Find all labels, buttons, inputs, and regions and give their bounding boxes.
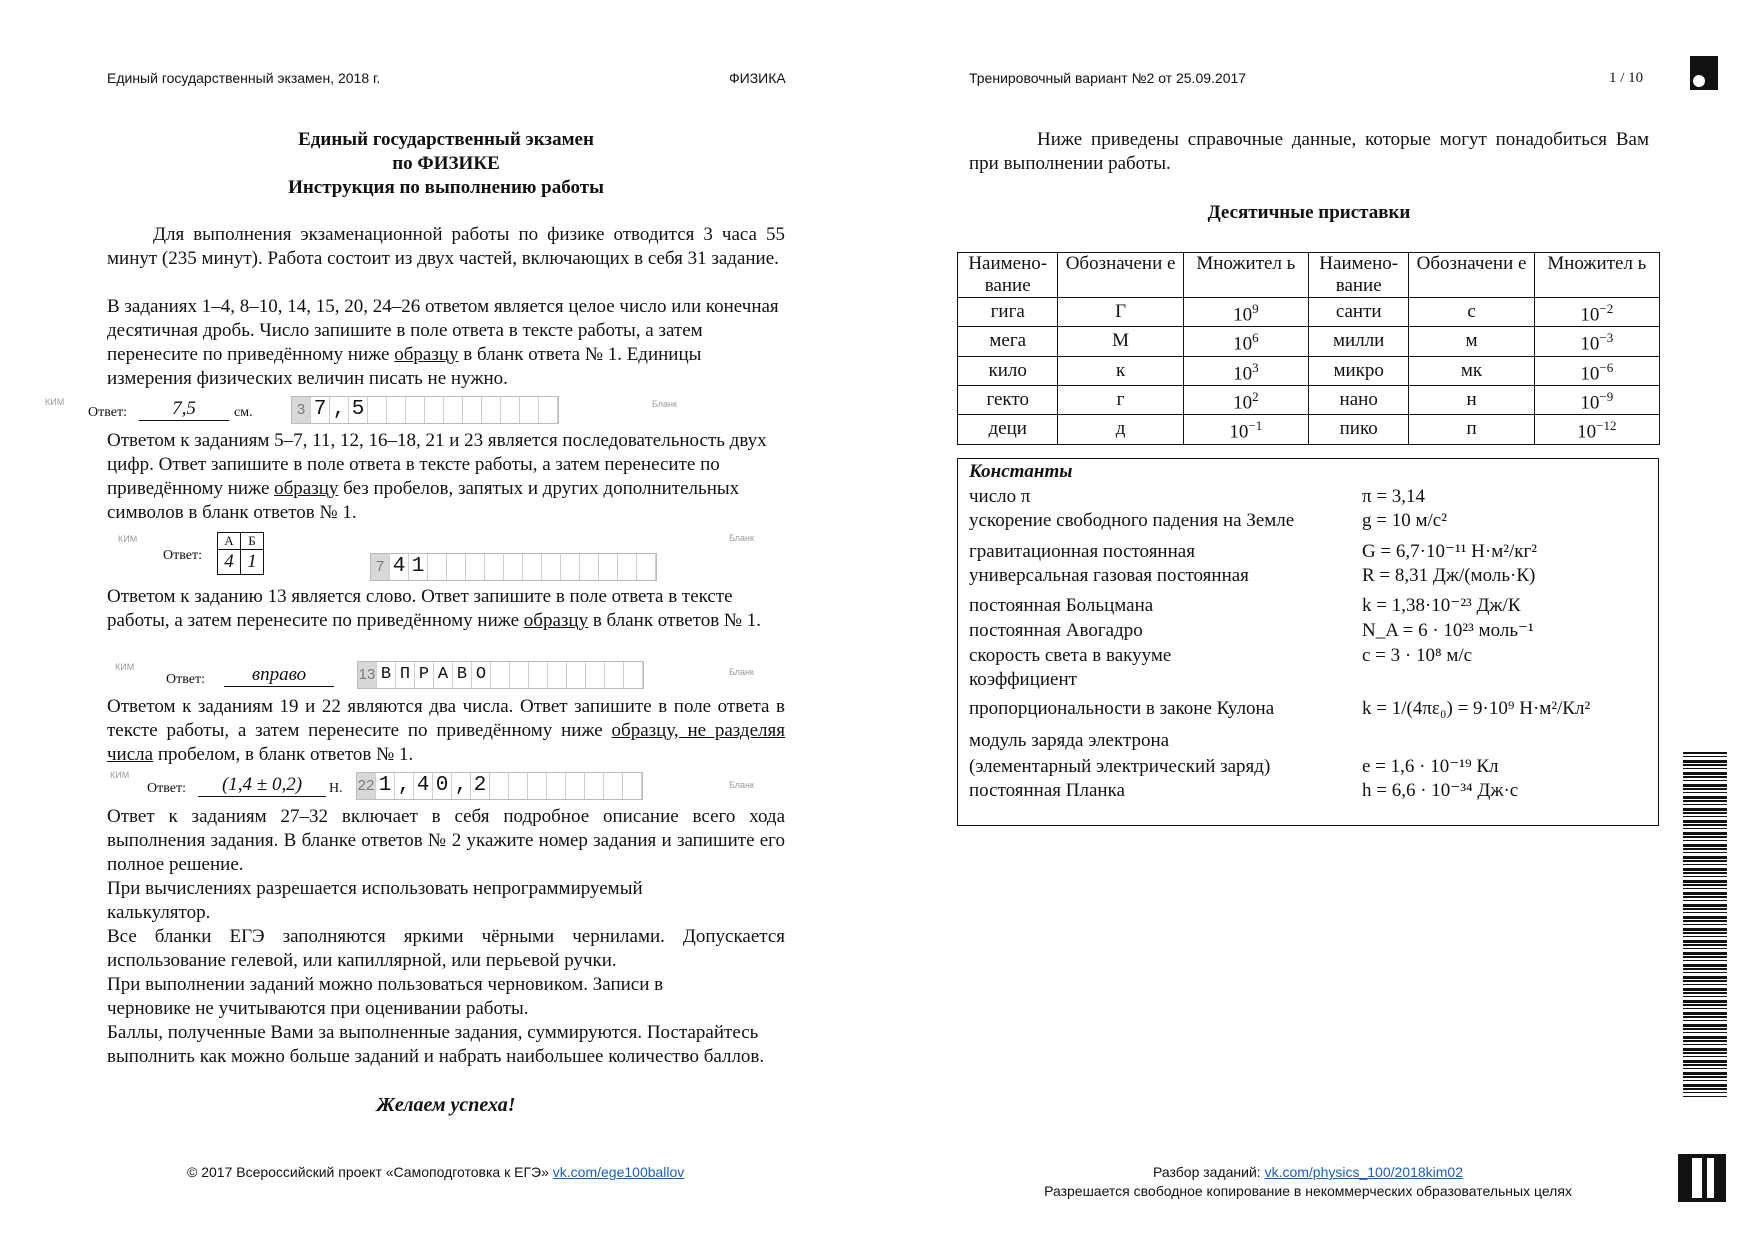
sample-answer-unit: см. <box>234 405 253 420</box>
qr-code-icon <box>1678 1154 1726 1202</box>
prefix-row: кило к $10^3$ микро мк $10^{-6}$ <box>958 356 1660 385</box>
answer-cells-sample-4: 22 1 , 4 0 , 2 <box>356 772 643 800</box>
sample-answer-value: 7,5 <box>139 398 229 421</box>
constant-name: универсальная газовая постоянная <box>969 565 1249 586</box>
blank-label: Бланк <box>729 667 754 677</box>
blank-label: Бланк <box>729 780 754 790</box>
footer-link-project[interactable]: vk.com/ege100ballov <box>552 1164 685 1180</box>
paragraph-digit-sequence: Ответом к заданиям 5–7, 11, 12, 16–18, 21 и 23 является последовательность двух цифр. Ответ запишите в поле ответа в тексте работы, а затем перенесите по приведённому ниже образцу без пробелов, запятых и других дополнительных символов в бланк ответов № 1. <box>107 430 767 523</box>
prefixes-title: Десятичные приставки <box>1207 202 1411 223</box>
footer-license: Разрешается свободное копирование в некоммерческих образовательных целях <box>1044 1183 1572 1199</box>
reference-intro: Ниже приведены справочные данные, которые могут понадобиться Вам при выполнении работы. <box>969 129 1649 174</box>
sample-answer-value: (1,4 ± 0,2) <box>198 774 326 797</box>
constant-value: k = 1,38·10⁻²³ Дж/К <box>1362 595 1521 616</box>
corner-marker-icon <box>1690 56 1718 90</box>
constant-value: R = 8,31 Дж/(моль·К) <box>1362 565 1536 586</box>
sample-answer-label: Ответ: <box>147 781 186 796</box>
paragraph-scores: Баллы, полученные Вами за выполненные задания, суммируются. Постарайтесь выполнить как можно больше заданий и набрать наибольшее количество баллов. <box>107 1022 765 1067</box>
sample-answer-unit: Н. <box>329 781 343 796</box>
constant-name: ускорение свободного падения на Земле <box>969 510 1295 531</box>
constant-name: постоянная Планка <box>969 780 1125 801</box>
paragraph-number-answers: В заданиях 1–4, 8–10, 14, 15, 20, 24–26 ответом является целое число или конечная десятичная дробь. Число запишите в поле ответа в тексте работы, а затем перенесите по приведённому ниже образцу в бланк ответа № 1. Единицы измерения физических величин писать не нужно. <box>107 296 779 389</box>
kim-label: КИМ <box>110 770 130 780</box>
constant-value: π = 3,14 <box>1362 486 1426 507</box>
prefix-row: гекто г $10^2$ нано н $10^{-9}$ <box>958 385 1660 414</box>
kim-label: КИМ <box>118 534 138 544</box>
constant-value: k = 1/(4πε₀) = 9·10⁹ Н·м²/Кл² <box>1362 698 1591 719</box>
answer-cells-sample-2: 7 4 1 <box>370 553 657 581</box>
constant-name: коэффициент <box>969 669 1077 690</box>
ab-answer-table: А Б 4 1 <box>217 532 264 575</box>
answer-cells-sample-3: 13 В П Р А В О <box>357 661 644 689</box>
constant-name: пропорциональности в законе Кулона <box>969 698 1275 719</box>
constant-name: постоянная Авогадро <box>969 620 1143 641</box>
constant-value: G = 6,7·10⁻¹¹ Н·м²/кг² <box>1362 541 1537 562</box>
constant-value: c = 3 · 10⁸ м/с <box>1362 645 1473 666</box>
constants-title: Константы <box>969 461 1073 482</box>
constant-name: число π <box>969 486 1031 507</box>
paragraph-calculator: При вычислениях разрешается использовать непрограммируемый калькулятор. <box>107 878 643 923</box>
paragraph-two-numbers: Ответом к заданиям 19 и 22 являются два числа. Ответ запишите в поле ответа в тексте работы, а затем перенесите по приведённому ниже образцу, не разделяя числа пробелом, в бланк ответов № 1. <box>107 696 785 765</box>
constant-value: e = 1,6 · 10⁻¹⁹ Кл <box>1362 756 1499 777</box>
barcode-icon <box>1683 752 1727 1097</box>
sample-answer-label: Ответ: <box>163 548 202 563</box>
blank-label: Бланк <box>729 533 754 543</box>
constant-name: гравитационная постоянная <box>969 541 1195 562</box>
kim-label: КИМ <box>45 397 65 407</box>
header-exam-name: Единый государственный экзамен, 2018 г. <box>107 70 381 86</box>
constant-name: (элементарный электрический заряд) <box>969 756 1271 777</box>
footer-link-analysis[interactable]: vk.com/physics_100/2018kim02 <box>1264 1164 1463 1180</box>
kim-label: КИМ <box>115 662 135 672</box>
prefixes-header-row: Наимено-вание Обозначени е Множител ь Наимено-вание Обозначени е Множител ь <box>958 253 1660 298</box>
constant-name: модуль заряда электрона <box>969 730 1170 751</box>
footer-analysis: Разбор заданий: vk.com/physics_100/2018kim02 <box>1153 1164 1463 1180</box>
constant-value: N_A = 6 · 10²³ моль⁻¹ <box>1362 620 1534 641</box>
sample-answer-label: Ответ: <box>166 672 205 687</box>
paragraph-ink: Все бланки ЕГЭ заполняются яркими чёрными чернилами. Допускается использование гелевой, или капиллярной, или перьевой ручки. <box>107 926 785 971</box>
sample-answer-value: вправо <box>224 664 334 687</box>
prefix-row: гига Г $10^9$ санти с $10^{-2}$ <box>958 298 1660 327</box>
constant-name: скорость света в вакууме <box>969 645 1172 666</box>
answer-cells-sample-1: 3 7 , 5 <box>291 396 559 424</box>
header-variant: Тренировочный вариант №2 от 25.09.2017 <box>969 70 1247 86</box>
constant-value: g = 10 м/с² <box>1362 510 1447 531</box>
header-subject: ФИЗИКА <box>729 70 786 86</box>
blank-label: Бланк <box>652 399 677 409</box>
footer-copyright: © 2017 Всероссийский проект «Самоподготовка к ЕГЭ» vk.com/ege100ballov <box>187 1164 685 1180</box>
paragraph-time: Для выполнения экзаменационной работы по физике отводится 3 часа 55 минут (235 минут). Работа состоит из двух частей, включающих в себя 31 задание. <box>107 224 785 269</box>
constant-value: h = 6,6 · 10⁻³⁴ Дж·с <box>1362 780 1519 801</box>
page-number: 1 / 10 <box>1609 70 1644 86</box>
paragraph-draft: При выполнении заданий можно пользоваться черновиком. Записи в черновике не учитываются при оценивании работы. <box>107 974 664 1019</box>
sample-answer-label: Ответ: <box>88 405 127 420</box>
prefixes-table <box>957 252 1660 445</box>
constant-name: постоянная Больцмана <box>969 595 1154 616</box>
good-luck-text: Желаем успеха! <box>376 1094 516 1116</box>
instruction-title: Единый государственный экзамен по ФИЗИКЕ Инструкция по выполнению работы <box>288 129 604 198</box>
prefix-row: мега М $10^6$ милли м $10^{-3}$ <box>958 327 1660 356</box>
paragraph-detailed-answers: Ответ к заданиям 27–32 включает в себя подробное описание всего хода выполнения задания. В бланке ответов № 2 укажите номер задания и запишите его полное решение. <box>107 806 785 875</box>
prefix-row: деци д $10^{-1}$ пико п $10^{-12}$ <box>958 415 1660 444</box>
paragraph-word-answer: Ответом к заданию 13 является слово. Ответ запишите в поле ответа в тексте работы, а затем перенесите по приведённому ниже образцу в бланк ответов № 1. <box>107 586 762 631</box>
